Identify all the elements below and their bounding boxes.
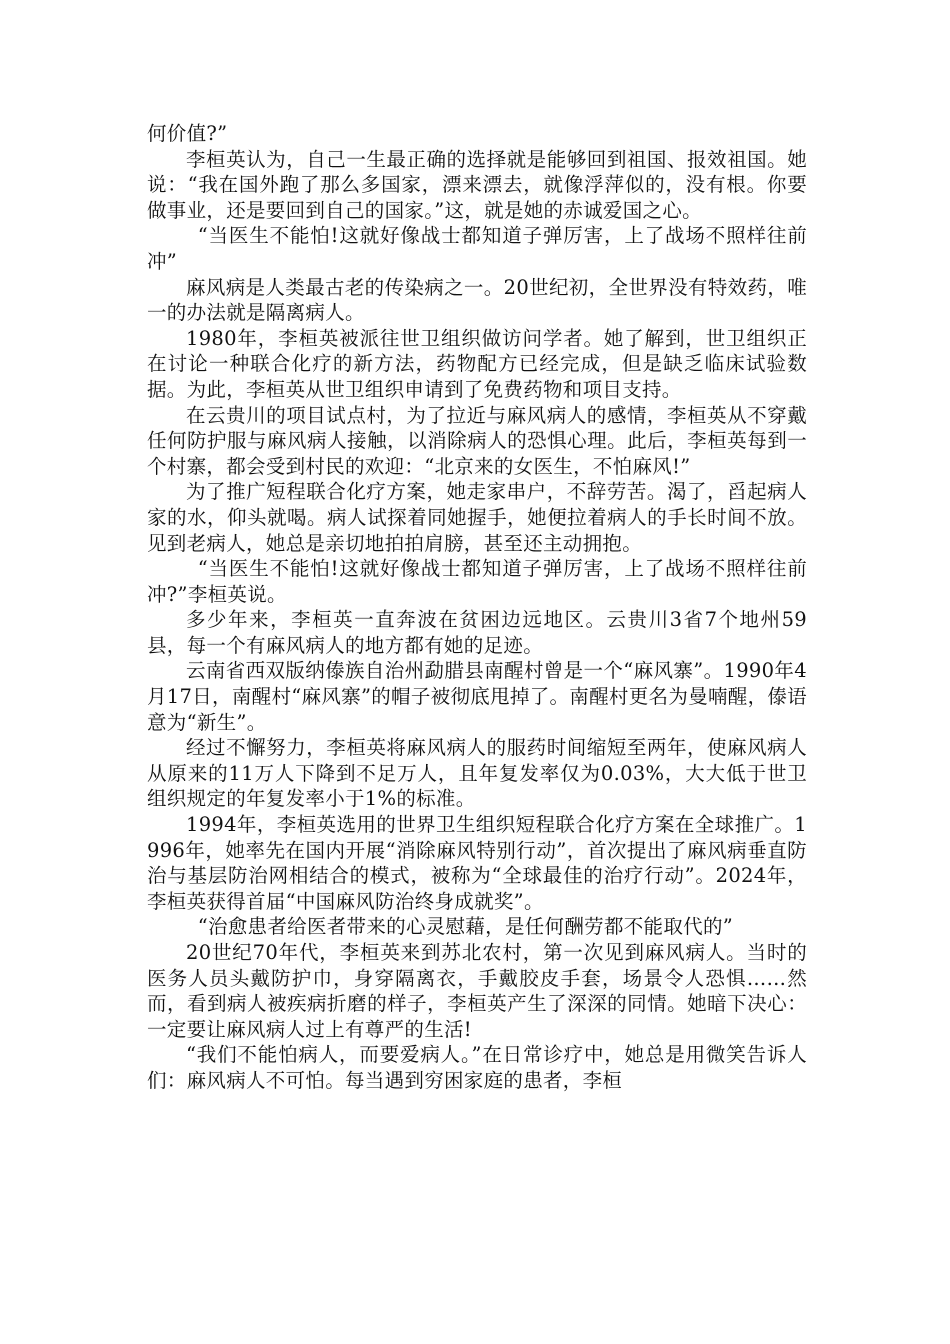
paragraph-leprosy-history: 麻风病是人类最古老的传染病之一。20世纪初，全世界没有特效药，唯一的办法就是隔离病人。 bbox=[147, 275, 807, 325]
paragraph-quote-doctor: “当医生不能怕!这就好像战士都知道子弹厉害，上了战场不照样往前冲?”李桓英说。 bbox=[147, 557, 807, 606]
paragraph-1970s: 20世纪70年代，李桓英来到苏北农村，第一次见到麻风病人。当时的医务人员头戴防护巾，身穿隔离衣，手戴胶皮手套，场景令人恐惧……然而，看到病人被疾病折磨的样子，李桓英产生了深深的同情。她暗下决心：一定要让麻风病人过上有尊严的生活! bbox=[147, 941, 807, 1041]
paragraph-remote-areas: 多少年来，李桓英一直奔波在贫困边远地区。云贵川3省7个地州59县，每一个有麻风病人的地方都有她的足迹。 bbox=[147, 608, 807, 657]
paragraph-pilot-villages: 在云贵川的项目试点村，为了拉近与麻风病人的感情，李桓英从不穿戴任何防护服与麻风病人接触，以消除病人的恐惧心理。此后，李桓英每到一个村寨，都会受到村民的欢迎：“北京来的女医生，不怕麻风!” bbox=[147, 403, 807, 478]
section-heading-quote-1: “当医生不能怕!这就好像战士都知道子弹厉害，上了战场不照样往前冲” bbox=[147, 224, 807, 273]
paragraph-continuation: 何价值?” bbox=[147, 122, 228, 145]
paragraph-love-patients: “我们不能怕病人，而要爱病人。”在日常诊疗中，她总是用微笑告诉人们：麻风病人不可怕。每当遇到穷困家庭的患者，李桓 bbox=[147, 1043, 807, 1092]
paragraph-patriotism: 李桓英认为，自己一生最正确的选择就是能够回到祖国、报效祖国。她说：“我在国外跑了那么多国家，漂来漂去，就像浮萍似的，没有根。你要做事业，还是要回到自己的国家。”这，就是她的赤诚爱国之心。 bbox=[147, 147, 807, 222]
paragraph-who-1980: 1980年，李桓英被派往世卫组织做访问学者。她了解到，世卫组织正在讨论一种联合化疗的新方法，药物配方已经完成，但是缺乏临床试验数据。为此，李桓英从世卫组织申请到了免费药物和项目支持。 bbox=[147, 326, 807, 401]
paragraph-door-to-door: 为了推广短程联合化疗方案，她走家串户，不辞劳苦。渴了，舀起病人家的水，仰头就喝。病人试探着同她握手，她便拉着病人的手长时间不放。见到老病人，她总是亲切地拍拍肩膀，甚至还主动拥抱。 bbox=[147, 480, 807, 555]
paragraph-global-promotion: 1994年，李桓英选用的世界卫生组织短程联合化疗方案在全球推广。1996年，她率先在国内开展“消除麻风特别行动”，首次提出了麻风病垂直防治与基层防治网相结合的模式，被称为“全球最佳的治疗行动”。2024年，李桓英获得首届“中国麻风防治终身成就奖”。 bbox=[147, 813, 807, 913]
paragraph-results: 经过不懈努力，李桓英将麻风病人的服药时间缩短至两年，使麻风病人从原来的11万人下降到不足万人，且年复发率仅为0.03%，大大低于世卫组织规定的年复发率小于1%的标准。 bbox=[147, 736, 807, 811]
paragraph-nanxing-village: 云南省西双版纳傣族自治州勐腊县南醒村曾是一个“麻风寨”。1990年4月17日，南醒村“麻风寨”的帽子被彻底甩掉了。南醒村更名为曼喃醒，傣语意为“新生”。 bbox=[147, 659, 807, 734]
document-page bbox=[147, 121, 807, 1094]
section-heading-quote-2: “治愈患者给医者带来的心灵慰藉，是任何酬劳都不能取代的” bbox=[197, 915, 734, 939]
